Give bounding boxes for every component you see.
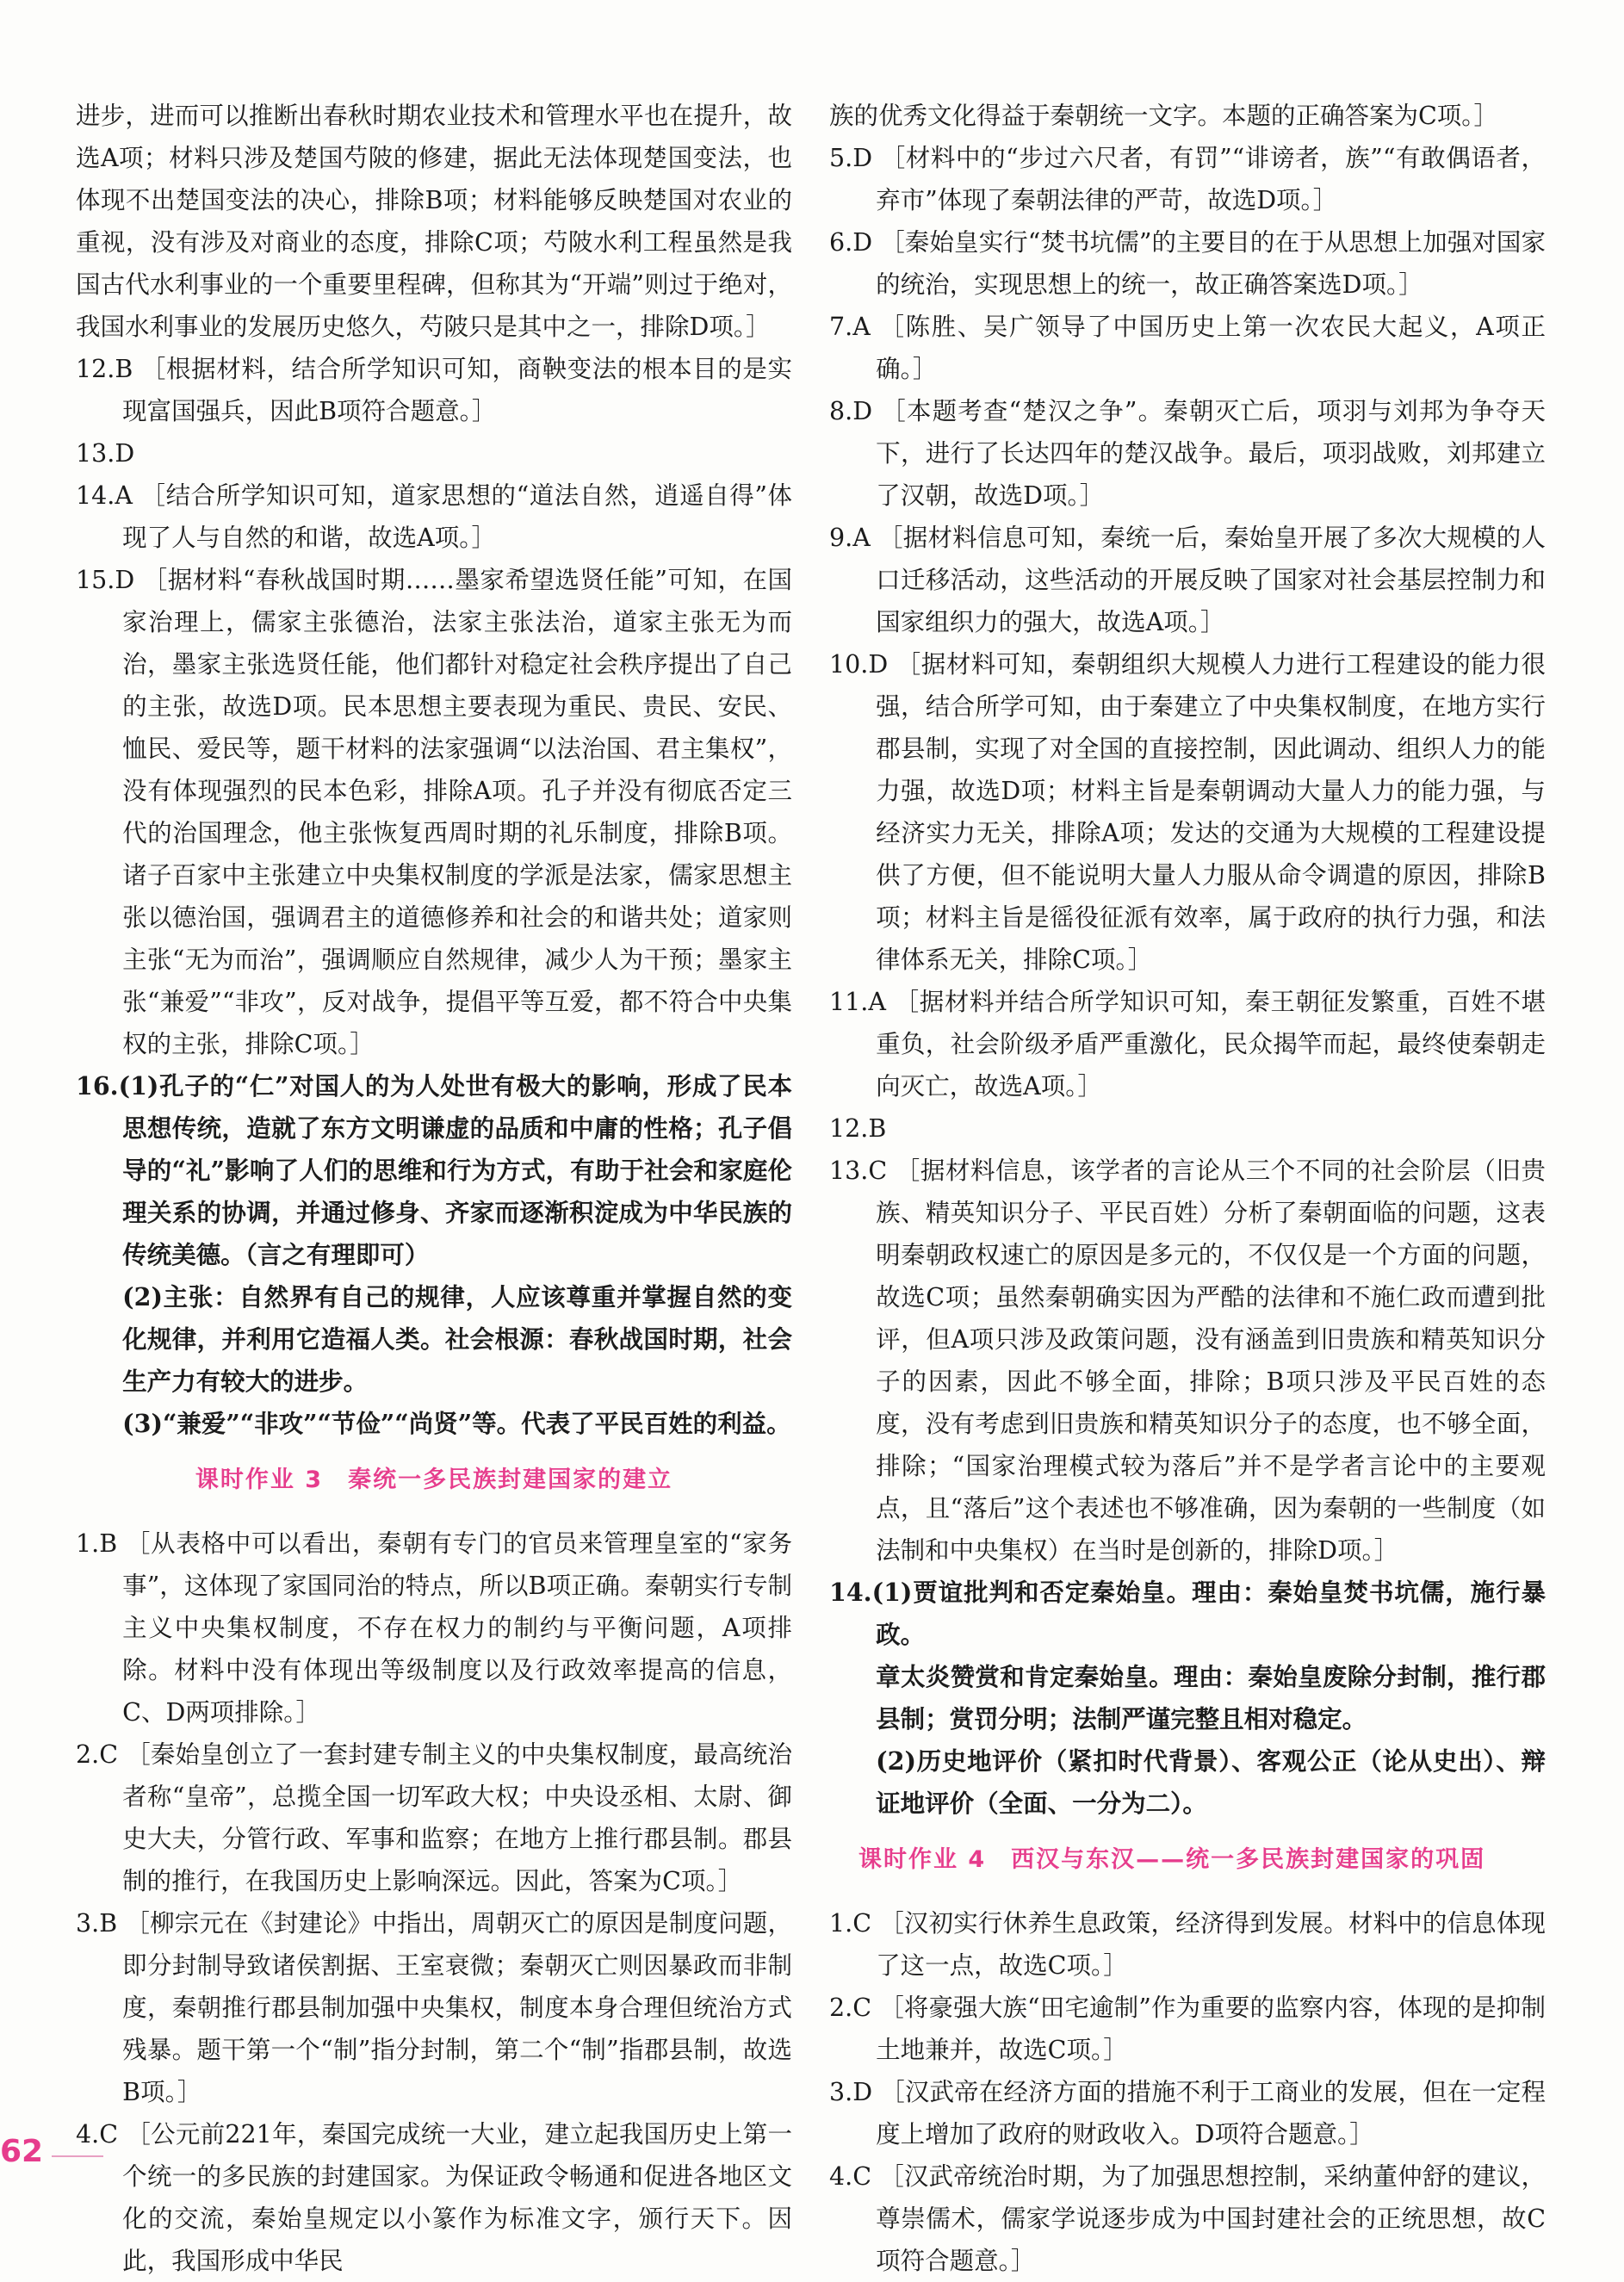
answer-13: 13.C ［据材料信息，该学者的言论从三个不同的社会阶层（旧贵族、精英知识分子、平民百姓）分析了秦朝面临的问题，这表明秦朝政权速亡的原因是多元的，不仅仅是一个方面的问题，故选C项；虽然秦朝确实因为严酷的法律和不施仁政而遭到批评，但A项只涉及政策问题，没有涵盖到旧贵族和精英知识分子的因素，因此不够全面，排除；B项只涉及平民百姓的态度，没有考虑到旧贵族和精英知识分子的态度，也不够全面，排除；“国家治理模式较为落后”并不是学者言论中的主要观点，且“落后”这个表述也不够准确，因为秦朝的一些制度（如法制和中央集权）在当时是创新的，排除D项。］ [829,1157,1546,1565]
answer-2: 2.C ［将豪强大族“田宅逾制”作为重要的监察内容，体现的是抑制土地兼并，故选C项。］ [829,1994,1546,2064]
answer-6: 6.D ［秦始皇实行“焚书坑儒”的主要目的在于从思想上加强对国家的统治，实现思想上的统一，故正确答案选D项。］ [829,228,1546,299]
answer-16-1: 16.(1)孔子的“仁”对国人的为人处世有极大的影响，形成了民本思想传统，造就了东方文明谦虚的品质和中庸的性格；孔子倡导的“礼”影响了人们的思维和行为方式，有助于社会和家庭伦理关系的协调，并通过修身、齐家而逐渐积淀成为中华民族的传统美德。（言之有理即可） [76,1071,792,1269]
left-column [76,95,792,2282]
answer-15: 15.D ［据材料“春秋战国时期……墨家希望选贤任能”可知，在国家治理上，儒家主张德治，法家主张法治，道家主张无为而治，墨家主张选贤任能，他们都针对稳定社会秩序提出了自己的主张，故选D项。民本思想主要表现为重民、贵民、安民、恤民、爱民等，题干材料的法家强调“以法治国、君主集权”，没有体现强烈的民本色彩，排除A项。孔子并没有彻底否定三代的治国理念，他主张恢复西周时期的礼乐制度，排除B项。诸子百家中主张建立中央集权制度的学派是法家，儒家思想主张以德治国，强调君主的道德修养和社会的和谐共处；道家则主张“无为而治”，强调顺应自然规律，减少人为干预；墨家主张“兼爱”“非攻”，反对战争，提倡平等互爱，都不符合中央集权的主张，排除C项。］ [76,566,792,1058]
answer-7: 7.A ［陈胜、吴广领导了中国历史上第一次农民大起义，A项正确。］ [829,313,1546,383]
answer-14-2: (2)历史地评价（紧扣时代背景）、客观公正（论从史出）、辩证地评价（全面、一分为二）。 [876,1746,1546,1818]
answer-13: 13.D [76,439,135,468]
section-heading-4: 课时作业 4 西汉与东汉——统一多民族封建国家的巩固 [858,1846,1486,1873]
answer-12: 12.B ［根据材料，结合所学知识可知，商鞅变法的根本目的是实现富国强兵，因此B项符合题意。］ [76,355,792,425]
answer-5: 5.D ［材料中的“步过六尺者，有罚”“诽谤者，族”“有敢偶语者，弃市”体现了秦朝法律的严苛，故选D项。］ [829,144,1546,214]
answer-4: 4.C ［公元前221年，秦国完成统一大业，建立起我国历史上第一个统一的多民族的封建国家。为保证政令畅通和促进各地区文化的交流，秦始皇规定以小篆作为标准文字，颁行天下。因此，我国形成中华民 [76,2120,792,2275]
answer-2: 2.C ［秦始皇创立了一套封建专制主义的中央集权制度，最高统治者称“皇帝”，总揽全国一切军政大权；中央设丞相、太尉、御史大夫，分管行政、军事和监察；在地方上推行郡县制。郡县制的推行，在我国历史上影响深远。因此，答案为C项。］ [76,1740,792,1895]
answer-14: 14.A ［结合所学知识可知，道家思想的“道法自然，逍遥自得”体现了人与自然的和谐，故选A项。］ [76,481,792,552]
answer-3: 3.D ［汉武帝在经济方面的措施不利于工商业的发展，但在一定程度上增加了政府的财政收入。D项符合题意。］ [829,2078,1546,2149]
answer-1: 1.C ［汉初实行休养生息政策，经济得到发展。材料中的信息体现了这一点，故选C项。］ [829,1909,1546,1980]
answer-14-1: 14.(1)贾谊批判和否定秦始皇。理由：秦始皇焚书坑儒，施行暴政。 [829,1578,1546,1649]
answer-9: 9.A ［据材料信息可知，秦统一后，秦始皇开展了多次大规模的人口迁移活动，这些活动的开展反映了国家对社会基层控制力和国家组织力的强大，故选A项。］ [829,524,1546,636]
page-number: 62 [0,2134,44,2169]
answer-1: 1.B ［从表格中可以看出，秦朝有专门的官员来管理皇室的“家务事”，这体现了家国同治的特点，所以B项正确。秦朝实行专制主义中央集权制度，不存在权力的制约与平衡问题，A项排除。材料中没有体现出等级制度以及行政效率提高的信息，C、D两项排除。］ [76,1529,792,1727]
answer-4: 4.C ［汉武帝统治时期，为了加强思想控制，采纳董仲舒的建议，尊崇儒术，儒家学说逐步成为中国封建社会的正统思想，故C项符合题意。］ [829,2162,1546,2275]
answer-10: 10.D ［据材料可知，秦朝组织大规模人力进行工程建设的能力很强，结合所学可知，由于秦建立了中央集权制度，在地方实行郡县制，实现了对全国的直接控制，因此调动、组织人力的能力强，故选D项；材料主旨是秦朝调动大量人力的能力强，与经济实力无关，排除A项；发达的交通为大规模的工程建设提供了方便，但不能说明大量人力服从命令调遣的原因，排除B项；材料主旨是徭役征派有效率，属于政府的执行力强，和法律体系无关，排除C项。］ [829,650,1546,974]
answer-11: 11.A ［据材料并结合所学知识可知，秦王朝征发繁重，百姓不堪重负，社会阶级矛盾严重激化，民众揭竿而起，最终使秦朝走向灭亡，故选A项。］ [829,988,1546,1101]
text-block: 进步，进而可以推断出春秋时期农业技术和管理水平也在提升，故选A项；材料只涉及楚国芍陂的修建，据此无法体现楚国变法，也体现不出楚国变法的决心，排除B项；材料能够反映楚国对农业的重视，没有涉及对商业的态度，排除C项；芍陂水利工程虽然是我国古代水利事业的一个重要里程碑，但称其为“开端”则过于绝对，我国水利事业的发展历史悠久，芍陂只是其中之一，排除D项。］ [76,102,792,341]
text-block: 族的优秀文化得益于秦朝统一文字。本题的正确答案为C项。］ [829,102,1499,130]
right-column [829,95,1546,2282]
answer-12: 12.B [829,1114,887,1143]
answer-8: 8.D ［本题考查“楚汉之争”。秦朝灭亡后，项羽与刘邦为争夺天下，进行了长达四年的楚汉战争。最后，项羽战败，刘邦建立了汉朝，故选D项。］ [829,397,1546,510]
answer-16-2: (2)主张：自然界有自己的规律，人应该尊重并掌握自然的变化规律，并利用它造福人类。社会根源：春秋战国时期，社会生产力有较大的进步。 [122,1282,792,1396]
answer-14-1-cont: 章太炎赞赏和肯定秦始皇。理由：秦始皇废除分封制，推行郡县制；赏罚分明；法制严谨完整且相对稳定。 [876,1662,1546,1733]
answer-3: 3.B ［柳宗元在《封建论》中指出，周朝灭亡的原因是制度问题，即分封制导致诸侯割据、王室衰微；秦朝灭亡则因暴政而非制度，秦朝推行郡县制加强中央集权，制度本身合理但统治方式残暴。题干第一个“制”指分封制，第二个“制”指郡县制，故选B项。］ [76,1909,792,2106]
page-number-rule [52,2155,103,2157]
section-heading-3: 课时作业 3 秦统一多民族封建国家的建立 [195,1467,673,1493]
answer-16-3: (3)“兼爱”“非攻”“节俭”“尚贤”等。代表了平民百姓的利益。 [122,1409,791,1438]
